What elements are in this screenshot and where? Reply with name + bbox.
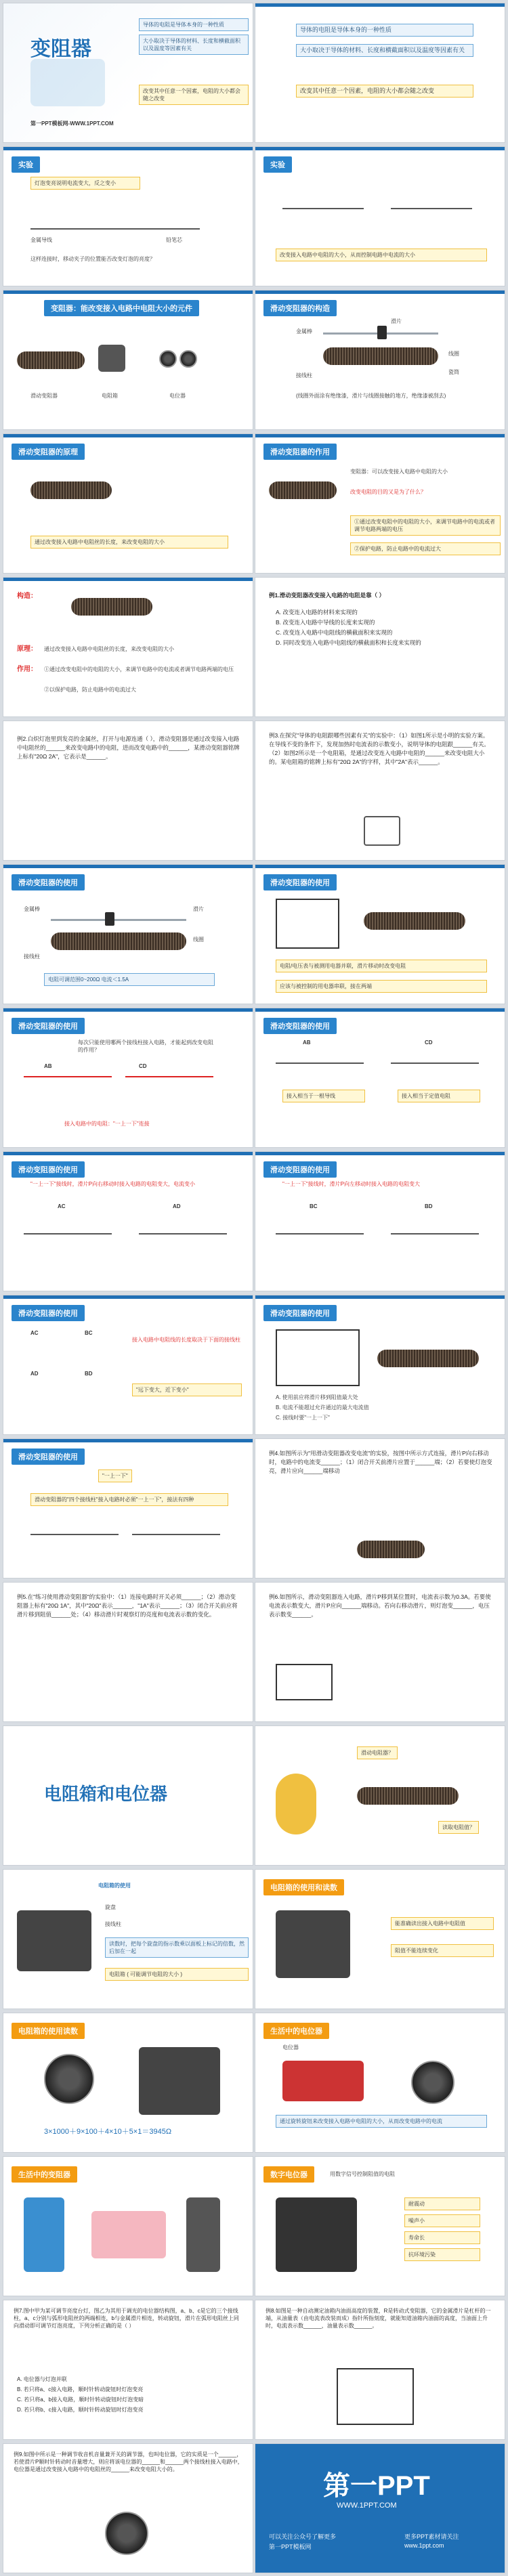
top-bar bbox=[255, 147, 505, 150]
usage-caption-2: "远下变大，近下变小" bbox=[132, 1383, 242, 1396]
potentiometer-illustration-2 bbox=[179, 350, 197, 368]
usage-caption: 滑动变阻器的"四个接线柱"接入电路时必须"一上一下"，接法有四种 bbox=[30, 1493, 228, 1506]
top-bar bbox=[3, 1439, 253, 1442]
slide-usage-9 bbox=[3, 1439, 253, 1578]
top-bar bbox=[3, 865, 253, 868]
label-ad: AD bbox=[30, 1371, 39, 1377]
diagram-ab bbox=[24, 1076, 112, 1077]
note-3: C. 接线时要"一上一下" bbox=[276, 1415, 330, 1421]
top-bar bbox=[3, 1152, 253, 1155]
resistance-box-illustration bbox=[139, 2047, 220, 2115]
option-c: C. 若只将a、b接入电路，顺时针转动旋钮时灯泡变暗 bbox=[17, 2397, 144, 2403]
question-text: 例8.如图是一种自动测定油箱内油面高度的装置，R是转动式变阻器，它的金属滑片是杠杆的一端，从油量表（由电流表改装而成）指针所指刻度，就能知道油箱内油面的高度，当油面上升时，电流表示数______，油量表示数______。 bbox=[266, 2308, 491, 2329]
slide-experiment-2 bbox=[255, 147, 505, 286]
reading-formula: 3×1000＋9×100＋4×10＋5×1＝3945Ω bbox=[44, 2128, 172, 2136]
experiment-caption: 改变接入电路中电阻的大小，从而控制电路中电流的大小 bbox=[276, 249, 487, 261]
feature-discrete: 阻值不能连续变化 bbox=[391, 1944, 494, 1957]
blanket-illustration bbox=[91, 2211, 166, 2258]
option-b: B. 改变连入电路中导线的长度来实现的 bbox=[276, 619, 375, 626]
label-terminal: 接线柱 bbox=[296, 372, 312, 379]
slide-usage-2 bbox=[255, 865, 505, 1004]
slide-resistance-box-use bbox=[3, 1870, 253, 2009]
section-badge: 电阻箱的使用和读数 bbox=[263, 1879, 344, 1895]
section-badge: 滑动变阻器的原理 bbox=[12, 444, 85, 460]
footer-left-2: 第一PPT模板网 bbox=[269, 2543, 312, 2550]
cover-title: 变阻器 bbox=[30, 38, 91, 60]
question-tag: 滑动电阻器？ bbox=[357, 1746, 398, 1759]
potentiometer-illustration bbox=[105, 2512, 148, 2555]
diagram-bd bbox=[391, 1233, 479, 1235]
option-a: A. 电位器与灯泡并联 bbox=[17, 2376, 67, 2382]
label-bc: BC bbox=[85, 1330, 93, 1336]
usage-caption: "一上一下"接线时，滑片P向左移动时接入电路的电阻变大 bbox=[282, 1181, 421, 1187]
label-coil: 线圈 bbox=[448, 351, 459, 357]
slide-example-8 bbox=[255, 2300, 505, 2439]
diagram-ac bbox=[24, 1233, 112, 1235]
resistance-box-illustration bbox=[98, 345, 125, 372]
function-text-2: ②以保护电路，防止电路中的电流过大 bbox=[44, 687, 136, 693]
slide-header: 电阻箱的使用 bbox=[98, 1883, 131, 1889]
function-a2: ②保护电路，防止电路中的电流过大 bbox=[350, 542, 501, 555]
top-bar bbox=[255, 1152, 505, 1155]
slide-cover bbox=[3, 3, 253, 142]
cover-line-3: 改变其中任意一个因素，电阻的大小都会随之改变 bbox=[139, 85, 249, 105]
wire-left bbox=[282, 208, 364, 209]
footer-right-2[interactable]: www.1ppt.com bbox=[404, 2542, 444, 2549]
question-text: 例4.如图所示为"用滑动变阻器改变电流"的实验，按图中所示方式连接，滑片P向右移动时，电路中的电流变______；（1）闭合开关前滑片应置于______端；（2）若要使灯泡变亮，滑片应向______端移动 bbox=[269, 1450, 492, 1474]
slide-usage-1 bbox=[3, 865, 253, 1004]
section-badge: 生活中的变阻器 bbox=[12, 2166, 77, 2183]
slide-rheostat-structure bbox=[255, 291, 505, 429]
resistance-box-illustration bbox=[17, 1910, 91, 1971]
option-c: C. 改变连入电路中电阻线的横截面积来实现的 bbox=[276, 629, 393, 636]
section-badge: 电阻箱的使用读数 bbox=[12, 2023, 85, 2039]
slide-example-7 bbox=[3, 2300, 253, 2439]
digital-desc: 用数字信号控制阻值的电阻 bbox=[330, 2171, 395, 2177]
potentiometer-illustration bbox=[411, 2061, 454, 2104]
slide-daily-rheostats bbox=[3, 2157, 253, 2296]
feature-precise: 能准确读出接入电路中电阻值 bbox=[391, 1917, 494, 1930]
section-badge: 数字电位器 bbox=[263, 2166, 314, 2183]
rheostat-illustration bbox=[30, 481, 112, 499]
top-bar bbox=[3, 578, 253, 581]
function-q1: 变阻器：可以改变接入电路中电阻的大小 bbox=[350, 469, 448, 475]
slider bbox=[105, 912, 114, 926]
principle-caption: 通过改变接入电路中电阻丝的长度，来改变电阻的大小 bbox=[30, 536, 228, 549]
slide-example-9 bbox=[3, 2444, 253, 2573]
wire bbox=[30, 228, 200, 230]
function-a1: ①通过改变电阻中的电阻的大小，来调节电路中的电流或者调节电路两端的电压 bbox=[350, 515, 501, 536]
usage-question: 每次只能使用哪两个接线柱接入电路，才能起到改变电阻的作用？ bbox=[78, 1039, 213, 1053]
circuit-diagram bbox=[276, 899, 339, 949]
slide-potentiometer bbox=[255, 2013, 505, 2152]
label-cd: CD bbox=[425, 1039, 433, 1046]
footer-left-1: 可以关注公众号了解更多 bbox=[269, 2533, 337, 2540]
section-badge: 滑动变阻器的使用 bbox=[12, 1161, 85, 1178]
slide-usage-3 bbox=[3, 1008, 253, 1147]
cover-site: 第一PPT模板网-WWW.1PPT.COM bbox=[30, 121, 114, 127]
section-badge: 实验 bbox=[263, 156, 292, 173]
top-bar bbox=[3, 1008, 253, 1012]
option-b: B. 若只将a、c接入电路，顺时针转动旋钮时灯泡变亮 bbox=[17, 2386, 144, 2392]
slide-digital-potentiometer bbox=[255, 2157, 505, 2296]
top-bar bbox=[3, 434, 253, 437]
slide-resistance-box-reading bbox=[3, 2013, 253, 2152]
slide-question bbox=[255, 1726, 505, 1865]
coil bbox=[51, 932, 186, 950]
top-bar bbox=[255, 3, 505, 7]
label-rod: 金属棒 bbox=[24, 906, 40, 912]
potentiometer-caption: 通过旋转旋钮来改变接入电路中电阻的大小，从而改变电路中的电流 bbox=[276, 2115, 487, 2128]
character-illustration bbox=[276, 1774, 316, 1834]
meter-illustration bbox=[364, 816, 400, 846]
option-d: D. 若只将b、c接入电路，顺时针转动旋钮时灯泡变亮 bbox=[17, 2407, 144, 2413]
question-text: 例5.在"练习使用滑动变阻器"的实验中：（1）连接电路时开关必须______；（2）滑动变阻器上标有"20Ω 1A"，其中"20Ω"表示______，"1A"表示______；（3）闭合开关前应将滑片移到阻值______处；（4）移动滑片时观察灯的亮度和电流表示数的变化。 bbox=[17, 1593, 238, 1618]
label-bd: BD bbox=[425, 1203, 433, 1209]
label-ac: AC bbox=[30, 1330, 39, 1336]
usage-caption: 接入电路中的电阻："一上一下"连接 bbox=[64, 1121, 150, 1127]
section-badge: 生活中的电位器 bbox=[263, 2023, 329, 2039]
structure-note: (线圈外面涂有绝缘漆，滑片与线圈接触的地方，绝缘漆被刮去) bbox=[296, 393, 446, 399]
section-badge: 滑动变阻器的构造 bbox=[263, 300, 337, 316]
slide-usage-7 bbox=[3, 1295, 253, 1434]
question-text: 例1.滑动变阻器改变接入电路的电阻是靠（ ） bbox=[269, 592, 385, 599]
section-badge: 滑动变阻器的使用 bbox=[263, 1305, 337, 1321]
label-ab: AB bbox=[44, 1063, 52, 1069]
slide-usage-4 bbox=[255, 1008, 505, 1147]
cover-illustration bbox=[30, 59, 105, 106]
rheostat-illustration bbox=[357, 1787, 459, 1805]
lamp-illustration bbox=[24, 2197, 64, 2272]
experiment-prompt: 灯泡变亮说明电流变大，反之变小 bbox=[30, 177, 140, 190]
slide-example-1 bbox=[255, 578, 505, 716]
potentiometer-label: 电位器 bbox=[282, 2044, 299, 2051]
label-dial: 旋盘 bbox=[105, 1904, 116, 1910]
principle-heading: 原理： bbox=[17, 645, 37, 653]
wire-right bbox=[391, 208, 472, 209]
label-terminal: 接线柱 bbox=[105, 1921, 121, 1927]
top-bar bbox=[3, 291, 253, 294]
feature-4: 抗环境污染 bbox=[404, 2248, 480, 2261]
slide-principle bbox=[3, 434, 253, 573]
slide-example-2 bbox=[3, 721, 253, 860]
usage-caption-1: 电阻/电压表与被测用电器并联，滑片移动时改变电阻 bbox=[276, 960, 487, 972]
slide-intro bbox=[255, 3, 505, 142]
option-a: A. 改变连入电路的材料来实现的 bbox=[276, 609, 358, 616]
circuit-diagram bbox=[276, 1664, 333, 1700]
label-bd: BD bbox=[85, 1371, 93, 1377]
section-badge: 实验 bbox=[12, 156, 40, 173]
feature-1: 耐震动 bbox=[404, 2197, 480, 2210]
intro-line-1: 导体的电阻是导体本身的一种性质 bbox=[296, 24, 473, 37]
section-badge: 滑动变阻器的使用 bbox=[12, 1448, 85, 1465]
rheostat-illustration bbox=[377, 1350, 479, 1367]
section-badge: 滑动变阻器的使用 bbox=[263, 1018, 337, 1034]
rheostat-illustration bbox=[71, 598, 152, 616]
section-title: 电阻箱和电位器 bbox=[44, 1784, 168, 1804]
question-text: 例2.白炽灯泡里到发亮的金属丝，打开与电源连通（ ），滑动变阻器是通过改变接入电路中电阻丝的______来改变电路中的电阻，进而改变电路中的______，某滑动变阻器铭牌上标有"20Ω 2A"，它表示是______。 bbox=[17, 735, 240, 760]
label-porcelain: 瓷筒 bbox=[448, 369, 459, 375]
section-badge: 滑动变阻器的作用 bbox=[263, 444, 337, 460]
question-text: 例9.如图中所示是一种调节收音机音量兼开关的调节器，也叫电位器，它的实质是一个______，若使滑片P顺时针转动时音量增大，则应将该电位器的______和______两个接线柱接入电路中，电位器是通过改变接入电路中的电阻丝的______来改变电阻大小的。 bbox=[14, 2451, 243, 2472]
label-rheostat: 滑动变阻器 bbox=[30, 393, 58, 399]
label-ab: AB bbox=[303, 1039, 311, 1046]
diagram-cd bbox=[391, 1062, 479, 1064]
slide-usage-6 bbox=[255, 1152, 505, 1291]
label-potentiometer: 电位器 bbox=[169, 393, 186, 399]
label-slider: 滑片 bbox=[391, 318, 402, 324]
tag-wire: 接入相当于一根导线 bbox=[282, 1090, 365, 1102]
digital-potentiometer-illustration bbox=[276, 2197, 357, 2272]
potentiometer-illustration bbox=[159, 350, 177, 368]
note-2: B. 电流不能超过允许通过的最大电流值 bbox=[276, 1404, 369, 1411]
fuel-gauge-diagram bbox=[337, 2368, 414, 2425]
structure-heading: 构造： bbox=[17, 593, 37, 600]
feature-2: 噪声小 bbox=[404, 2214, 480, 2227]
coil bbox=[323, 347, 438, 365]
feature-3: 寿命长 bbox=[404, 2231, 480, 2244]
top-bar bbox=[255, 291, 505, 294]
principle-text: 通过改变接入电路中电阻丝的长度，来改变电阻的大小 bbox=[44, 646, 174, 652]
footer-logo: 第一PPT bbox=[323, 2471, 430, 2501]
experiment-caption: 这样连接时，移动夹子的位置能否改变灯泡的亮度？ bbox=[30, 256, 155, 262]
slider bbox=[377, 326, 387, 339]
footer-right-1: 更多PPT素材请关注 bbox=[404, 2533, 459, 2540]
slide-summary bbox=[3, 578, 253, 716]
rheostat-illustration bbox=[364, 912, 465, 930]
lead-label: 铅笔芯 bbox=[166, 237, 182, 243]
top-bar bbox=[3, 147, 253, 150]
slide-example-6 bbox=[255, 1583, 505, 1721]
reading-method: 读数时，把每个旋盘的指示数乘以面板上标记的倍数，然后加在一起 bbox=[105, 1937, 249, 1958]
section-badge: 滑动变阻器的使用 bbox=[12, 1305, 85, 1321]
cover-line-2: 大小取决于导体的材料、长度和横截面积以及温度等因素有关 bbox=[139, 35, 249, 55]
footer-url[interactable]: WWW.1PPT.COM bbox=[337, 2502, 397, 2510]
usage-caption-1: 接入电路中电阻线的长度取决于下面的接线柱 bbox=[132, 1337, 240, 1343]
question-text: 例6.如图所示，滑动变阻器连入电路，滑片P移到某位置时，电流表示数为0.3A。若要使电流表示数变大，滑片P应向______端移动。若向右移动滑片，则灯泡变______，电压表示数变______。 bbox=[269, 1593, 491, 1618]
function-text-1: ①通过改变电阻中的电阻的大小，来调节电路中的电流或者调节电路两端的电压 bbox=[44, 666, 234, 672]
section-badge: 变阻器：能改变接入电路中电阻大小的元件 bbox=[44, 300, 199, 316]
slide-experiment-1 bbox=[3, 147, 253, 286]
question-text: 例3.在探究"导体的电阻跟哪些因素有关"的实验中：（1）如图1所示是小明的实验方案。在导线不变的条件下，发现加热时电流表的示数变小，说明导体的电阻跟______有关。（2）如图2所示是一个电阻箱，是通过改变连入电路中电阻的______来改变电阻大小的。某电阻箱的铭牌上标有"20Ω 2A"的字样，其中"2A"表示______。 bbox=[269, 732, 490, 765]
tag-fixed-resistor: 接入相当于定值电阻 bbox=[398, 1090, 480, 1102]
rheostat-illustration bbox=[357, 1541, 425, 1558]
slide-footer bbox=[255, 2444, 505, 2573]
function-heading: 作用： bbox=[17, 666, 37, 673]
usage-caption-2: 应该与被控制的用电器串联，接在两端 bbox=[276, 980, 487, 993]
top-bar bbox=[255, 1008, 505, 1012]
slide-varistor-types bbox=[3, 291, 253, 429]
label-terminal: 接线柱 bbox=[24, 953, 40, 960]
diagram-2 bbox=[132, 1534, 220, 1535]
slide-resistance-box-read bbox=[255, 1870, 505, 2009]
label-rod: 金属棒 bbox=[296, 328, 312, 335]
function-q2: 改变电阻的目的又是为了什么？ bbox=[350, 489, 426, 495]
radio-illustration bbox=[282, 2061, 364, 2101]
slide-example-4 bbox=[255, 1439, 505, 1578]
intro-line-2: 大小取决于导体的材料、长度和横截面积以及温度等因素有关 bbox=[296, 44, 473, 57]
section-badge: 滑动变阻器的使用 bbox=[12, 1018, 85, 1034]
circuit-diagram bbox=[276, 1329, 360, 1386]
diagram-1 bbox=[30, 1534, 119, 1535]
top-bar bbox=[255, 865, 505, 868]
top-bar bbox=[255, 1295, 505, 1299]
slide-section-title bbox=[3, 1726, 253, 1865]
cover-line-1: 导体的电阻是导体本身的一种性质 bbox=[139, 18, 249, 31]
option-d: D. 同时改变连入电路中电阻线的横截面积和长度来实现的 bbox=[276, 639, 421, 646]
label-slider: 滑片 bbox=[193, 906, 204, 912]
top-bar bbox=[255, 434, 505, 437]
section-badge: 滑动变阻器的使用 bbox=[12, 874, 85, 890]
note-1: A. 使用前应将滑片移到阻值最大处 bbox=[276, 1394, 358, 1400]
diagram-ad bbox=[139, 1233, 227, 1235]
rule-tag: "一上一下" bbox=[98, 1469, 132, 1482]
section-badge: 滑动变阻器的使用 bbox=[263, 874, 337, 890]
rheostat-illustration bbox=[269, 481, 337, 499]
slide-example-5 bbox=[3, 1583, 253, 1721]
resistance-box-illustration bbox=[276, 1910, 350, 1978]
rheostat-illustration bbox=[17, 351, 85, 369]
usage-caption: "一上一下"接线时，滑片P向右移动时接入电路的电阻变大，电流变小 bbox=[30, 1181, 196, 1187]
metal-rod bbox=[51, 919, 186, 921]
label-ad: AD bbox=[173, 1203, 181, 1209]
slide-example-3 bbox=[255, 721, 505, 860]
slide-function bbox=[255, 434, 505, 573]
label-resistance-box: 电阻箱 bbox=[102, 393, 118, 399]
label-ac: AC bbox=[58, 1203, 66, 1209]
slide-usage-8 bbox=[255, 1295, 505, 1434]
intro-line-3: 改变其中任意一个因素，电阻的大小都会随之改变 bbox=[296, 85, 473, 98]
slide-usage-5 bbox=[3, 1152, 253, 1291]
label-cd: CD bbox=[139, 1063, 147, 1069]
heater-illustration bbox=[186, 2197, 220, 2272]
section-badge: 滑动变阻器的使用 bbox=[263, 1161, 337, 1178]
dial-illustration bbox=[44, 2054, 94, 2104]
diagram-bc bbox=[276, 1233, 364, 1235]
diagram-ab bbox=[276, 1062, 364, 1064]
question-text: 例7.图中甲为某可调节亮度台灯，图乙为其用于调光的电位器结构图，a、b、c是它的三个接线柱，a、c分别与弧形电阻丝的两端相连，b与金属滑片相连，转动旋钮，滑片在弧形电阻丝上同向滑动即可调节灯泡亮度，下列分析正确的是（ ） bbox=[14, 2308, 239, 2329]
diagram-cd bbox=[125, 1076, 213, 1077]
rating-text: 电阻可调范围0~200Ω 电流＜1.5A bbox=[44, 973, 215, 986]
read-tag: 读取电阻值？ bbox=[438, 1821, 479, 1834]
label-coil: 线圈 bbox=[193, 937, 204, 943]
top-bar bbox=[3, 1295, 253, 1299]
resistance-box-purpose: 电阻箱 ( 可能调节电阻的大小 ) bbox=[105, 1968, 249, 1981]
label-bc: BC bbox=[310, 1203, 318, 1209]
wire-label: 金属导线 bbox=[30, 237, 52, 243]
